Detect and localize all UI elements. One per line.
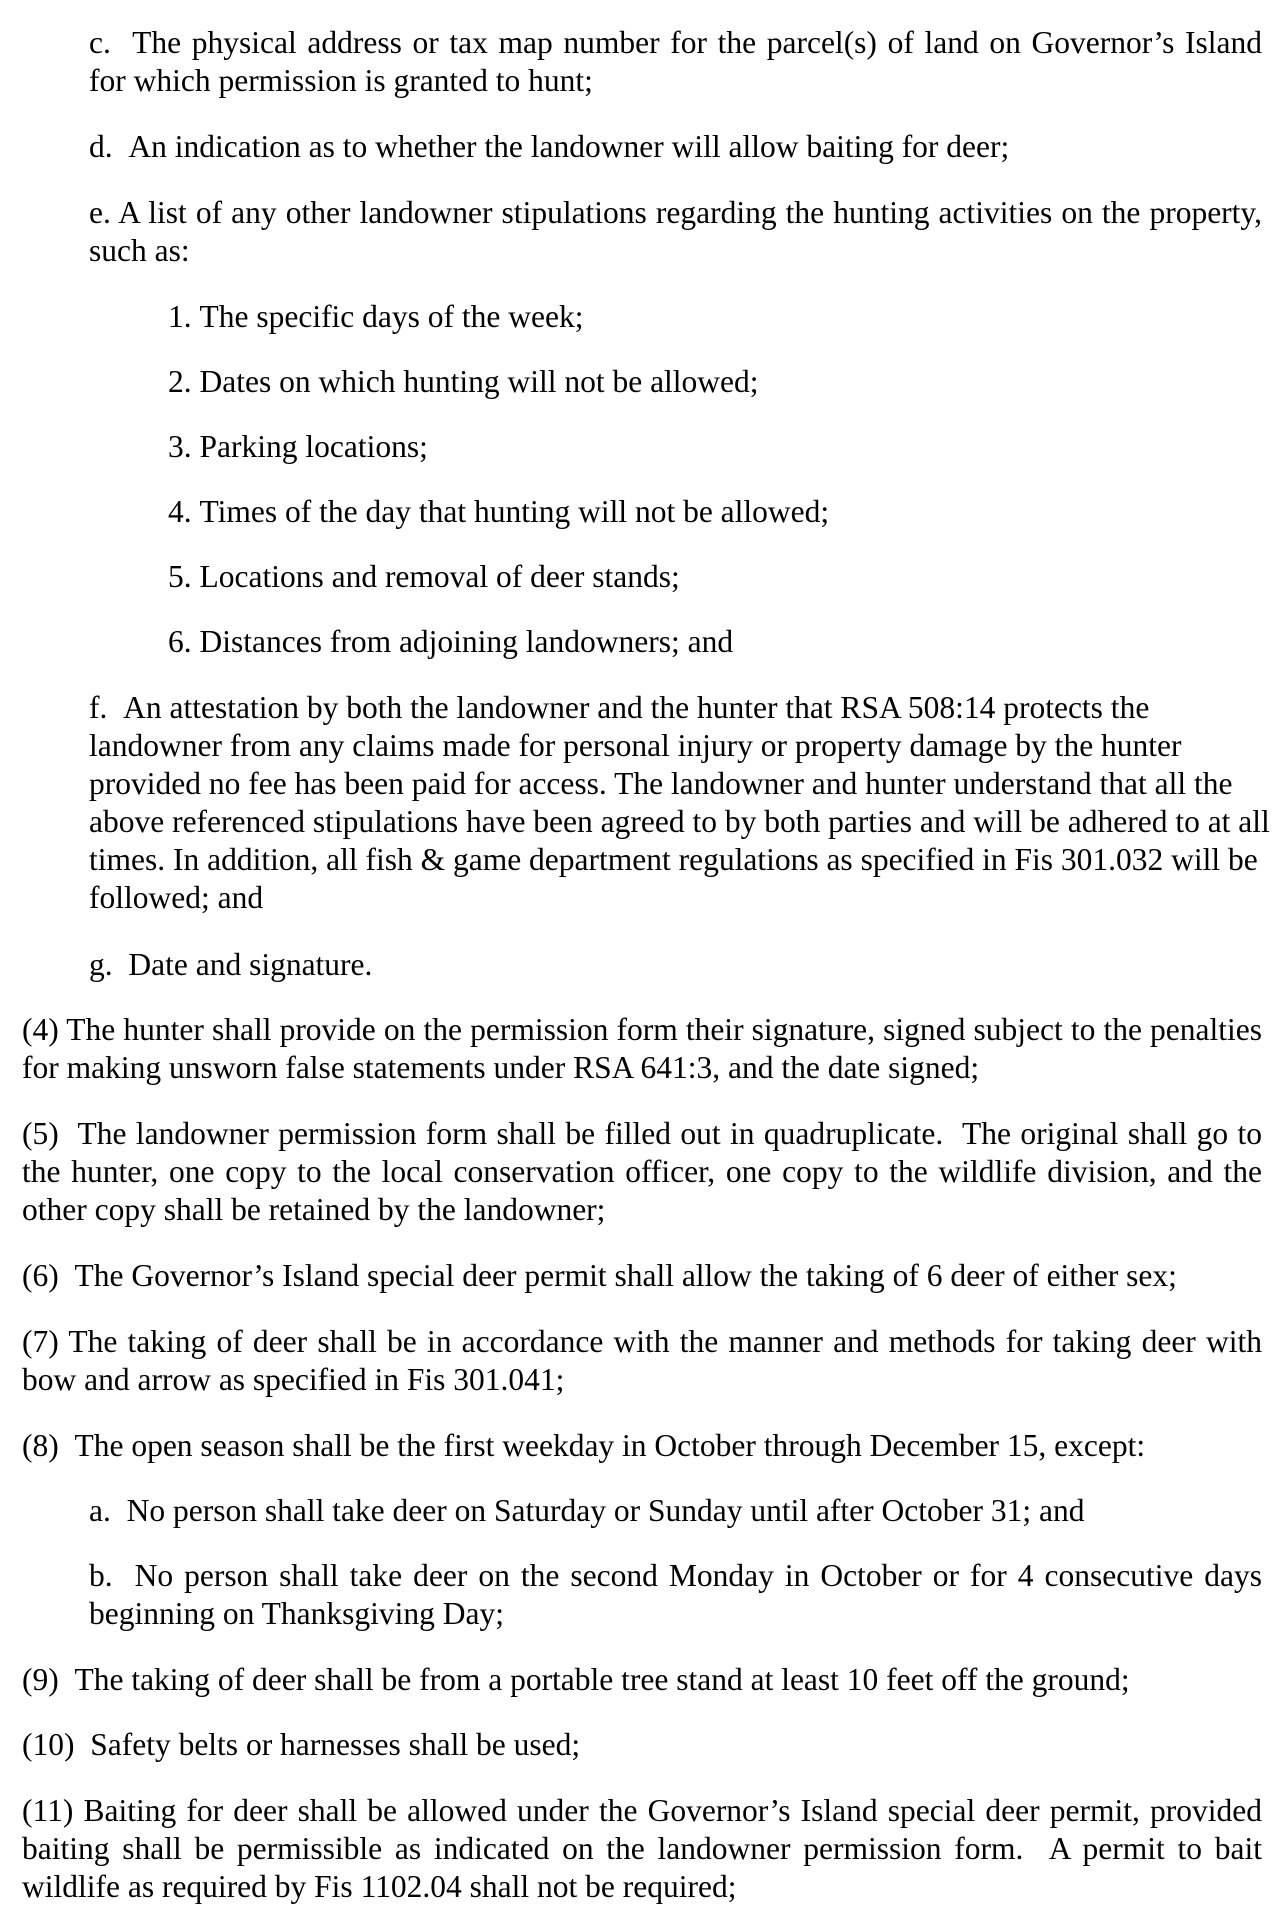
paragraph-5: (5) The landowner permission form shall be filled out in quadruplicate. The original shall go to the hunter, one copy to the local conservation officer, one copy to the wildlife division, and the other copy shall be retained by the landowner; bbox=[22, 1116, 1262, 1227]
paragraph-11: (11) Baiting for deer shall be allowed under the Governor’s Island special deer permit, provided baiting shall be permissible as indicated on the landowner permission form. A permit to bait wildlife as required by Fis 1102.04 shall not be required; bbox=[22, 1793, 1262, 1904]
list-item-text: The specific days of the week; bbox=[199, 299, 584, 334]
list-item-number: 6. bbox=[168, 624, 192, 659]
paragraph-6: (6) The Governor’s Island special deer permit shall allow the taking of 6 deer of either sex; bbox=[22, 1258, 1177, 1293]
list-item-text: Parking locations; bbox=[199, 429, 428, 464]
list-item-number: 4. bbox=[168, 494, 192, 529]
item-f: f. An attestation by both the landowner and the hunter that RSA 508:14 protects the landowner from any claims made for personal injury or property damage by the hunter provided no fee has been paid for access. The landowner and hunter understand that all the above referenced stipulations have been agreed to by both parties and will be adhered to at all times. In addition, all fish & game department regulations as specified in Fis 301.032 will be followed; and bbox=[89, 690, 1270, 915]
list-item bbox=[168, 493, 1262, 531]
list-item bbox=[168, 298, 1262, 336]
list-item bbox=[168, 428, 1262, 466]
paragraph-7: (7) The taking of deer shall be in accordance with the manner and methods for taking deer with bow and arrow as specified in Fis 301.041; bbox=[22, 1324, 1262, 1397]
item-c: c. The physical address or tax map number for the parcel(s) of land on Governor’s Island for which permission is granted to hunt; bbox=[89, 25, 1262, 98]
list-item-text: Dates on which hunting will not be allowed; bbox=[199, 364, 759, 399]
list-item-number: 1. bbox=[168, 299, 192, 334]
paragraph-8: (8) The open season shall be the first weekday in October through December 15, except: bbox=[22, 1428, 1146, 1463]
list-item-text: Locations and removal of deer stands; bbox=[199, 559, 680, 594]
list-item-text: Times of the day that hunting will not be allowed; bbox=[199, 494, 830, 529]
paragraph-10: (10) Safety belts or harnesses shall be used; bbox=[22, 1727, 581, 1762]
list-item-number: 2. bbox=[168, 364, 192, 399]
paragraph-4: (4) The hunter shall provide on the permission form their signature, signed subject to the penalties for making unsworn false statements under RSA 641:3, and the date signed; bbox=[22, 1012, 1262, 1085]
list-item-number: 5. bbox=[168, 559, 192, 594]
item-g: g. Date and signature. bbox=[89, 947, 373, 982]
list-item bbox=[168, 363, 1262, 401]
list-item bbox=[168, 623, 1262, 661]
item-e: e. A list of any other landowner stipulations regarding the hunting activities on the property, such as: bbox=[89, 195, 1262, 268]
list-item bbox=[168, 558, 1262, 596]
list-item-text: Distances from adjoining landowners; and bbox=[199, 624, 734, 659]
item-d: d. An indication as to whether the landowner will allow baiting for deer; bbox=[89, 129, 1010, 164]
paragraph-9: (9) The taking of deer shall be from a portable tree stand at least 10 feet off the ground; bbox=[22, 1662, 1130, 1697]
list-item-number: 3. bbox=[168, 429, 192, 464]
paragraph-8b: b. No person shall take deer on the second Monday in October or for 4 consecutive days beginning on Thanksgiving Day; bbox=[89, 1558, 1262, 1631]
paragraph-8a: a. No person shall take deer on Saturday or Sunday until after October 31; and bbox=[89, 1493, 1085, 1528]
